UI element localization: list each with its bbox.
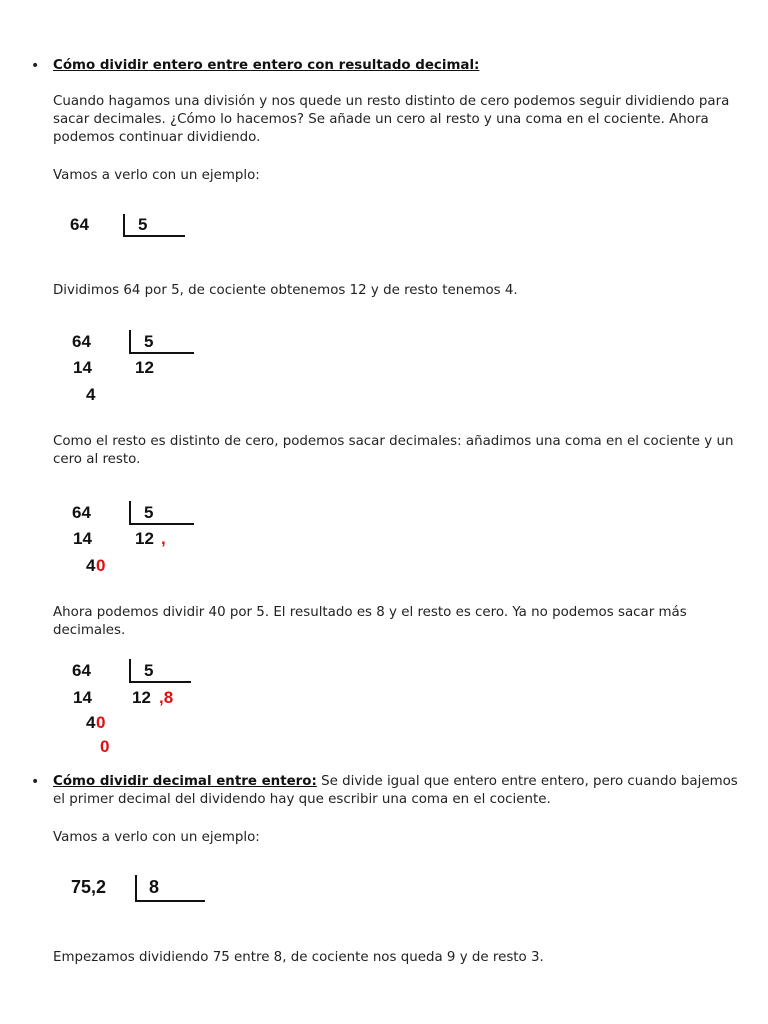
added-zero: 0 [96,556,106,575]
divisor: 5 [144,503,154,522]
bullet-1: • [31,58,40,74]
section1-paragraph-5: Ahora podemos dividir 40 por 5. El resultado es 8 y el resto es cero. Ya no podemos sacar más decimales. [53,605,687,638]
section1-heading: Cómo dividir entero entre entero con resultado decimal: [53,58,480,73]
division-bracket-horizontal [129,352,194,354]
final-remainder: 0 [100,737,110,756]
division-bracket-vertical [129,501,131,524]
division-figure-3 [60,493,205,583]
quotient: 12 [132,688,151,707]
division-bracket-vertical [123,214,125,236]
divisor: 8 [149,877,160,897]
section2-paragraph-3: Empezamos dividiendo 75 entre 8, de cociente nos queda 9 y de resto 3. [53,950,544,965]
dividend: 75,2 [71,877,107,897]
remainder: 4 [86,385,96,404]
dividend: 64 [72,661,91,680]
partial-remainder: 14 [73,358,92,377]
division-bracket-horizontal [135,900,205,902]
decimal-digit: ,8 [159,688,174,707]
division-figure-1 [60,207,190,257]
section1-paragraph-3: Dividimos 64 por 5, de cociente obtenemos 12 y de resto tenemos 4. [53,283,518,298]
divisor: 5 [138,215,148,234]
section1-paragraph-2: Vamos a verlo con un ejemplo: [53,168,260,183]
division-bracket-horizontal [129,681,191,683]
dividend: 64 [72,503,91,522]
section2-heading: Cómo dividir decimal entre entero: [53,774,317,789]
section2-paragraph-2: Vamos a verlo con un ejemplo: [53,830,260,845]
quotient: 12 [135,358,154,377]
dividend: 64 [72,332,91,351]
division-bracket-horizontal [123,235,185,237]
section1-paragraph-1: Cuando hagamos una división y nos quede un resto distinto de cero podemos seguir dividiendo para sacar decimales. ¿Cómo lo hacemos? Se añade un cero al resto y una coma en el cociente. Ahora podemos continuar dividiendo. [53,94,730,145]
section2-paragraph-1 [53,773,743,809]
divisor: 5 [144,332,154,351]
quotient: 12 [135,529,154,548]
decimal-comma: , [161,529,166,548]
dividend: 64 [70,215,89,234]
division-figure-2 [60,322,205,412]
remainder-digit: 4 [86,713,96,732]
division-bracket-vertical [129,330,131,353]
remainder-digit: 4 [86,556,96,575]
division-figure-5 [60,866,215,911]
division-bracket-horizontal [129,523,194,525]
divisor: 5 [144,661,154,680]
division-figure-4 [60,650,205,755]
bullet-2: • [31,774,40,790]
partial-remainder: 14 [73,529,92,548]
section1-paragraph-4: Como el resto es distinto de cero, podemos sacar decimales: añadimos una coma en el cociente y un cero al resto. [53,434,734,467]
division-bracket-vertical [135,875,137,901]
added-zero: 0 [96,713,106,732]
division-bracket-vertical [129,659,131,682]
partial-remainder: 14 [73,688,92,707]
section2-paragraph-1-text: Se divide igual que entero entre entero, pero cuando bajemos el primer decimal del dividendo hay que escribir una coma en el cociente. [53,774,738,807]
